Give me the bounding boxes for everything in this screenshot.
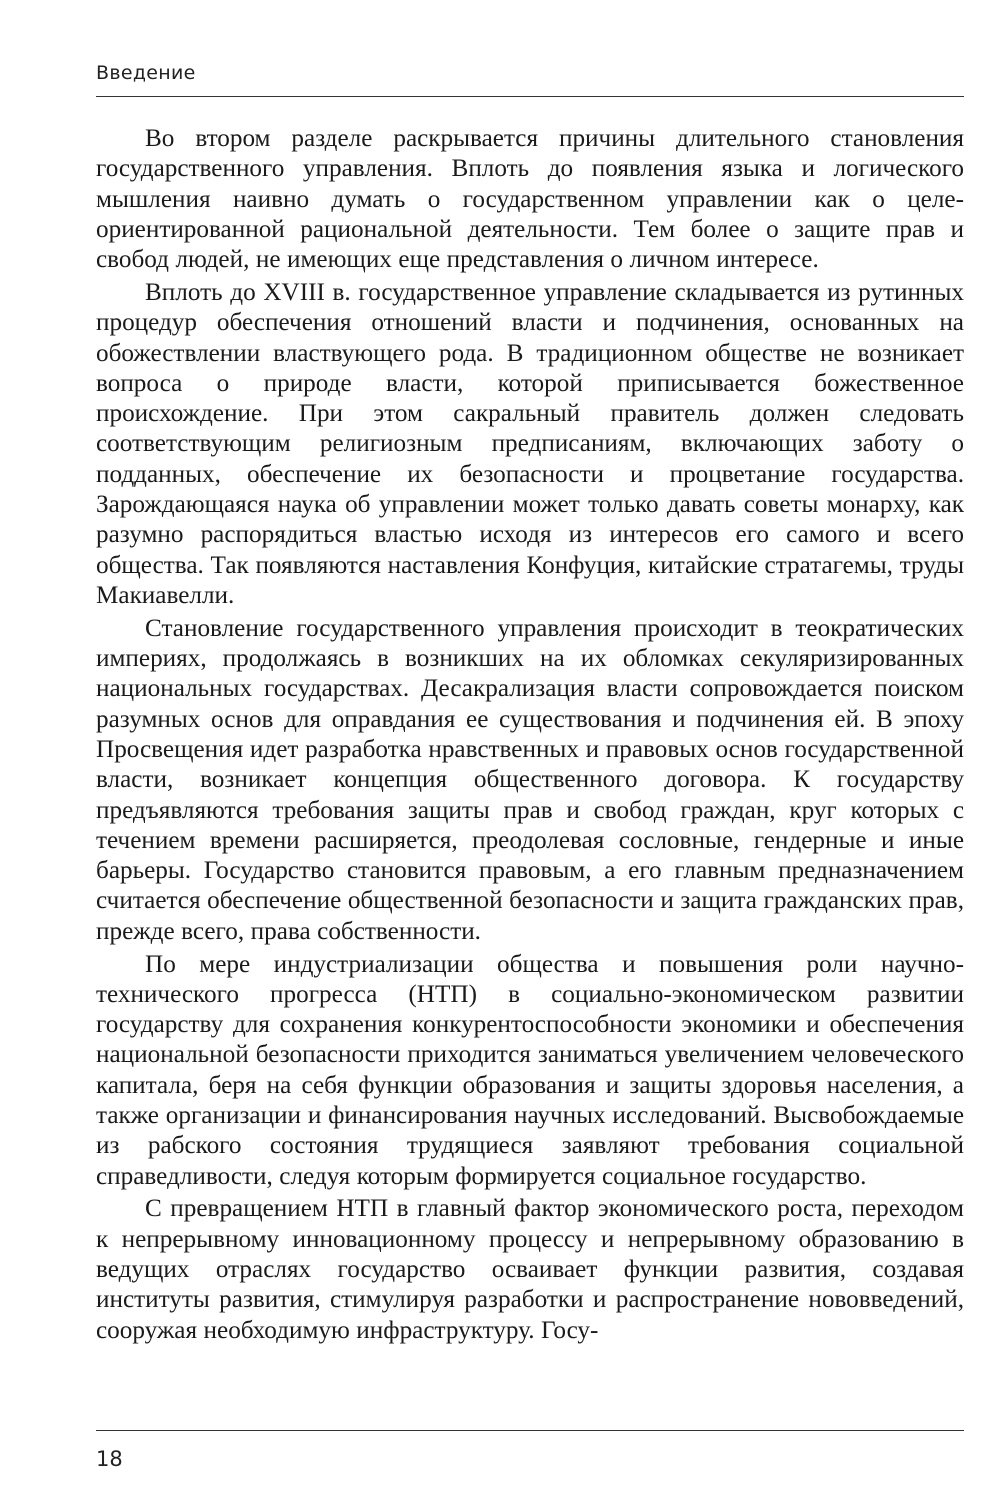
paragraph: Во втором разделе раскрывается причины длительного становления государственного управления. Вплоть до появления языка и логического мышления наивно думать о государственном управлении как о целеориентированной рациональной деятельности. Тем более о защите прав и свобод людей, не имеющих еще представления о личном интересе. xyxy=(96,125,964,274)
paragraph: С превращением НТП в главный фактор экономического роста, переходом к непрерывному инновационному процессу и непрерывному образованию в ведущих отраслях государство осваивает функции развития, создавая институты развития, стимулируя разработки и распространение нововведений, сооружая необходимую инфраструктуру. Госу- xyxy=(96,1195,964,1344)
footer-rule xyxy=(96,1430,964,1431)
paragraph: Становление государственного управления происходит в теократических империях, продолжаясь в возникших на их обломках секуляризированных национальных государствах. Десакрализация власти сопровождается поиском разумных основ для оправдания ее существования и подчинения ей. В эпоху Просвещения идет разработка нравственных и правовых основ государственной власти, возникает концепция общественного договора. К государству предъявляются требования защиты прав и свобод граждан, круг которых с течением времени расширяется, преодолевая сословные, гендерные и иные барьеры. Государство становится правовым, а его главным предназначением считается обеспечение общественной безопасности и защита гражданских прав, прежде всего, права собственности. xyxy=(96,614,964,945)
paragraph: По мере индустриализации общества и повышения роли научно-технического прогресса (НТП) в социально-экономическом развитии государству для сохранения конкурентоспособности экономики и обеспечения национальной безопасности приходится заниматься увеличением человеческого капитала, беря на себя функции образования и защиты здоровья населения, а также организации и финансирования научных исследований. Высвобождаемые из рабского состояния трудящиеся заявляют требования социальной справедливости, следуя которым формируется социальное государство. xyxy=(96,950,964,1190)
paragraph: Вплоть до XVIII в. государственное управление складывается из рутинных процедур обеспечения отношений власти и подчинения, основанных на обожествлении властвующего рода. В традиционном обществе не возникает вопроса о природе власти, которой приписывается божественное происхождение. При этом сакральный правитель должен следовать соответствующим религиозным предписаниям, включающих заботу о подданных, обеспечение их безопасности и процветание государства. Зарождающаяся наука об управлении может только давать советы монарху, как разумно распорядиться властью исходя из интересов его самого и всего общества. Так появляются наставления Конфуция, китайские стратагемы, труды Макиавелли. xyxy=(96,278,964,609)
running-head: Введение xyxy=(96,62,196,84)
page-number: 18 xyxy=(96,1447,123,1471)
page-body xyxy=(96,124,964,1348)
header-rule xyxy=(96,96,964,97)
